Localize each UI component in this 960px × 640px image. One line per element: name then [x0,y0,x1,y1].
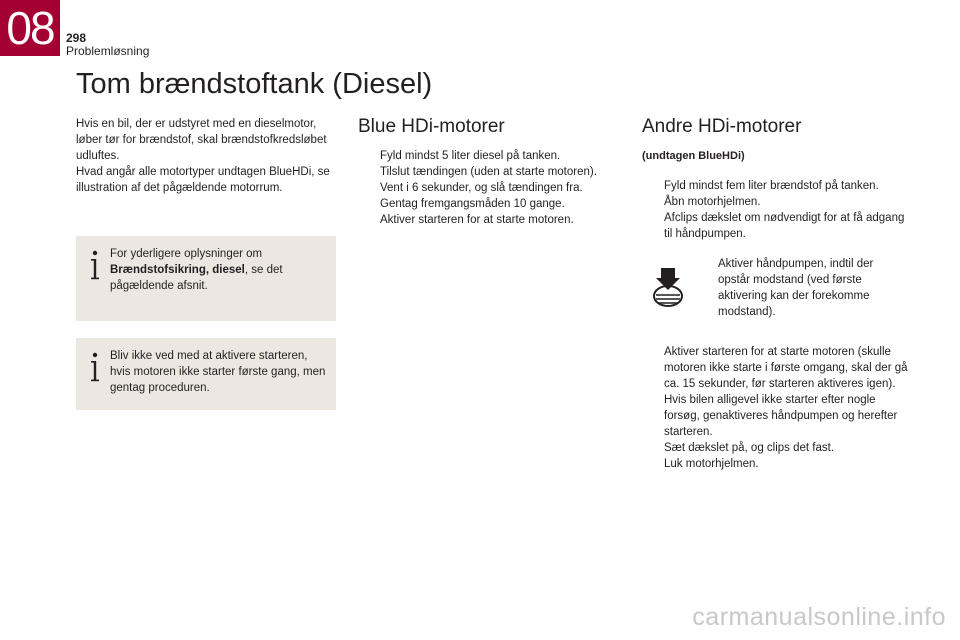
step-text: Gentag fremgangsmåden 10 gange. [380,198,565,210]
step-text: Sæt dækslet på, og clips det fast. [664,442,835,454]
andre-hdi-steps-b [642,344,910,472]
hand-pump-step-list [696,256,886,320]
andre-hdi-steps-a [642,178,910,242]
list-item [642,344,910,392]
step-text: Tilslut tændingen (uden at starte motoren). [380,166,597,178]
list-item [642,440,910,456]
list-item [358,212,623,228]
list-item [358,196,623,212]
list-item [358,148,623,164]
step-text: Aktiver starteren for at starte motoren. [380,214,574,226]
info-icon [88,250,102,280]
list-item [642,210,910,242]
info-icon [88,352,102,382]
watermark: carmanualsonline.info [692,603,946,631]
step-text: Aktiver starteren for at starte motoren (skulle motoren ikke starte i første omgang, skal der gå ca. 15 sekunder, før starteren aktiveres igen). [664,346,908,390]
hand-pump-icon [648,266,688,308]
intro-paragraph-2: Hvad angår alle motortyper undtagen BlueHDi, se illustration af det pågældende motorrum. [76,166,330,194]
andre-hdi-heading: Andre HDi-motorer [642,116,802,137]
blue-hdi-steps [358,148,623,228]
andre-hdi-subheading: (undtagen BlueHDi) [642,150,745,162]
step-text: Hvis bilen alligevel ikke starter efter nogle forsøg, genaktiveres håndpumpen og herefter starteren. [664,394,898,438]
step-text: Fyld mindst 5 liter diesel på tanken. [380,150,561,162]
info-box-fuel-safety [76,236,336,321]
list-item [642,456,910,472]
step-text: Afclips dækslet om nødvendigt for at få adgang til håndpumpen. [664,212,905,240]
info-box-text: Bliv ikke ved med at aktivere starteren, hvis motoren ikke starter første gang, men gentag proceduren. [110,350,326,394]
step-text: Fyld mindst fem liter brændstof på tanken. [664,180,879,192]
page-title: Tom brændstoftank (Diesel) [76,68,433,100]
info-box-starter-warning [76,338,336,410]
step-text: Åbn motorhjelmen. [664,196,761,208]
list-item [642,194,910,210]
section-name: Problemløsning [66,44,150,58]
list-item [642,392,910,440]
step-text: Vent i 6 sekunder, og slå tændingen fra. [380,182,583,194]
info-text-bold: Brændstofsikring, diesel [110,264,245,276]
hand-pump-step [642,256,910,332]
info-text-before: For yderligere oplysninger om [110,248,263,260]
list-item [358,180,623,196]
info-box-text [110,246,328,294]
step-text: Luk motorhjelmen. [664,458,759,470]
andre-hdi-section [642,116,910,472]
list-item [696,256,886,320]
info-text-after: , se det pågældende afsnit. [110,264,283,292]
list-item [358,164,623,180]
page-number: 298 [66,31,87,45]
intro-text [76,116,338,196]
chapter-tab: 08 [0,0,60,56]
step-text: Aktiver håndpumpen, indtil der opstår modstand (ved første aktivering kan der forekomme modstand). [718,258,874,318]
list-item [642,178,910,194]
blue-hdi-section [358,116,623,228]
intro-paragraph-1: Hvis en bil, der er udstyret med en dieselmotor, løber tør for brændstof, skal brændstofkredsløbet udluftes. [76,118,327,162]
blue-hdi-heading: Blue HDi-motorer [358,116,505,137]
